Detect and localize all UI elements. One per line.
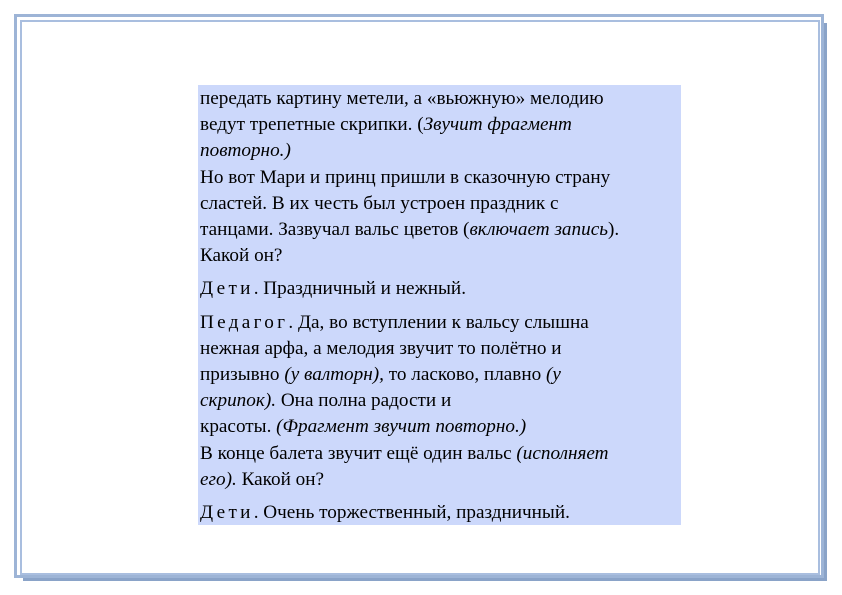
italic-span: (у [546,364,561,386]
paragraph-1 [200,86,678,165]
italic-span: (у валторн), [284,364,384,386]
italic-span: Звучит фрагмент [423,114,572,136]
paragraph-3 [200,276,678,302]
text-span: . Да, во вступлении к вальсу слышна [288,311,589,333]
text-line [200,191,678,217]
text-span: Но вот Мари и принц пришли в сказочную страну [200,166,611,188]
text-span: сластей. В их честь был устроен праздник с [200,192,559,214]
italic-span: скрипок). [200,390,277,412]
text-line [200,362,678,388]
text-line [200,138,678,164]
text-line [200,310,678,336]
text-span: призывно [200,364,285,386]
text-line [200,112,678,138]
text-line [200,165,678,191]
italic-span: повторно.) [200,140,291,162]
text-line [200,388,678,414]
speaker-label: Дети [200,278,254,300]
text-span: В конце балета звучит ещё один вальс [200,442,517,464]
text-span: передать картину метели, а «вьюжную» мелодию [200,88,604,109]
text-line [200,217,678,243]
text-line [200,86,678,112]
italic-span: (исполняет [516,442,609,464]
text-span: нежная арфа, а мелодия звучит то полётно и [200,337,562,359]
text-line [200,414,678,440]
paragraph-4 [200,310,678,441]
text-line [200,500,678,526]
text-span: . Очень торжественный, праздничный. [253,502,570,524]
paragraph-6 [200,500,678,526]
text-span: танцами. Зазвучал вальс цветов ( [200,219,470,241]
speaker-label: Дети [200,502,254,524]
text-span: красоты. [200,416,277,438]
text-line [200,276,678,302]
text-span: Какой он? [236,468,325,490]
text-span: . Праздничный и нежный. [253,278,467,300]
italic-span: его). [200,468,237,490]
text-span: ведут трепетные скрипки. ( [200,114,424,136]
text-line [200,441,678,467]
text-line [200,243,678,269]
paragraph-5 [200,441,678,493]
italic-span: включает запись [469,219,608,241]
text-span: Какой он? [200,245,283,267]
paragraph-2 [200,165,678,270]
text-box [198,85,681,525]
italic-span: (Фрагмент звучит повторно.) [276,416,527,438]
text-line [200,336,678,362]
text-span: то ласково, плавно [383,364,547,386]
text-line [200,467,678,493]
speaker-label: Педагог [200,311,289,333]
text-span: ). [607,219,620,241]
text-span: Она полна радости и [276,390,452,412]
